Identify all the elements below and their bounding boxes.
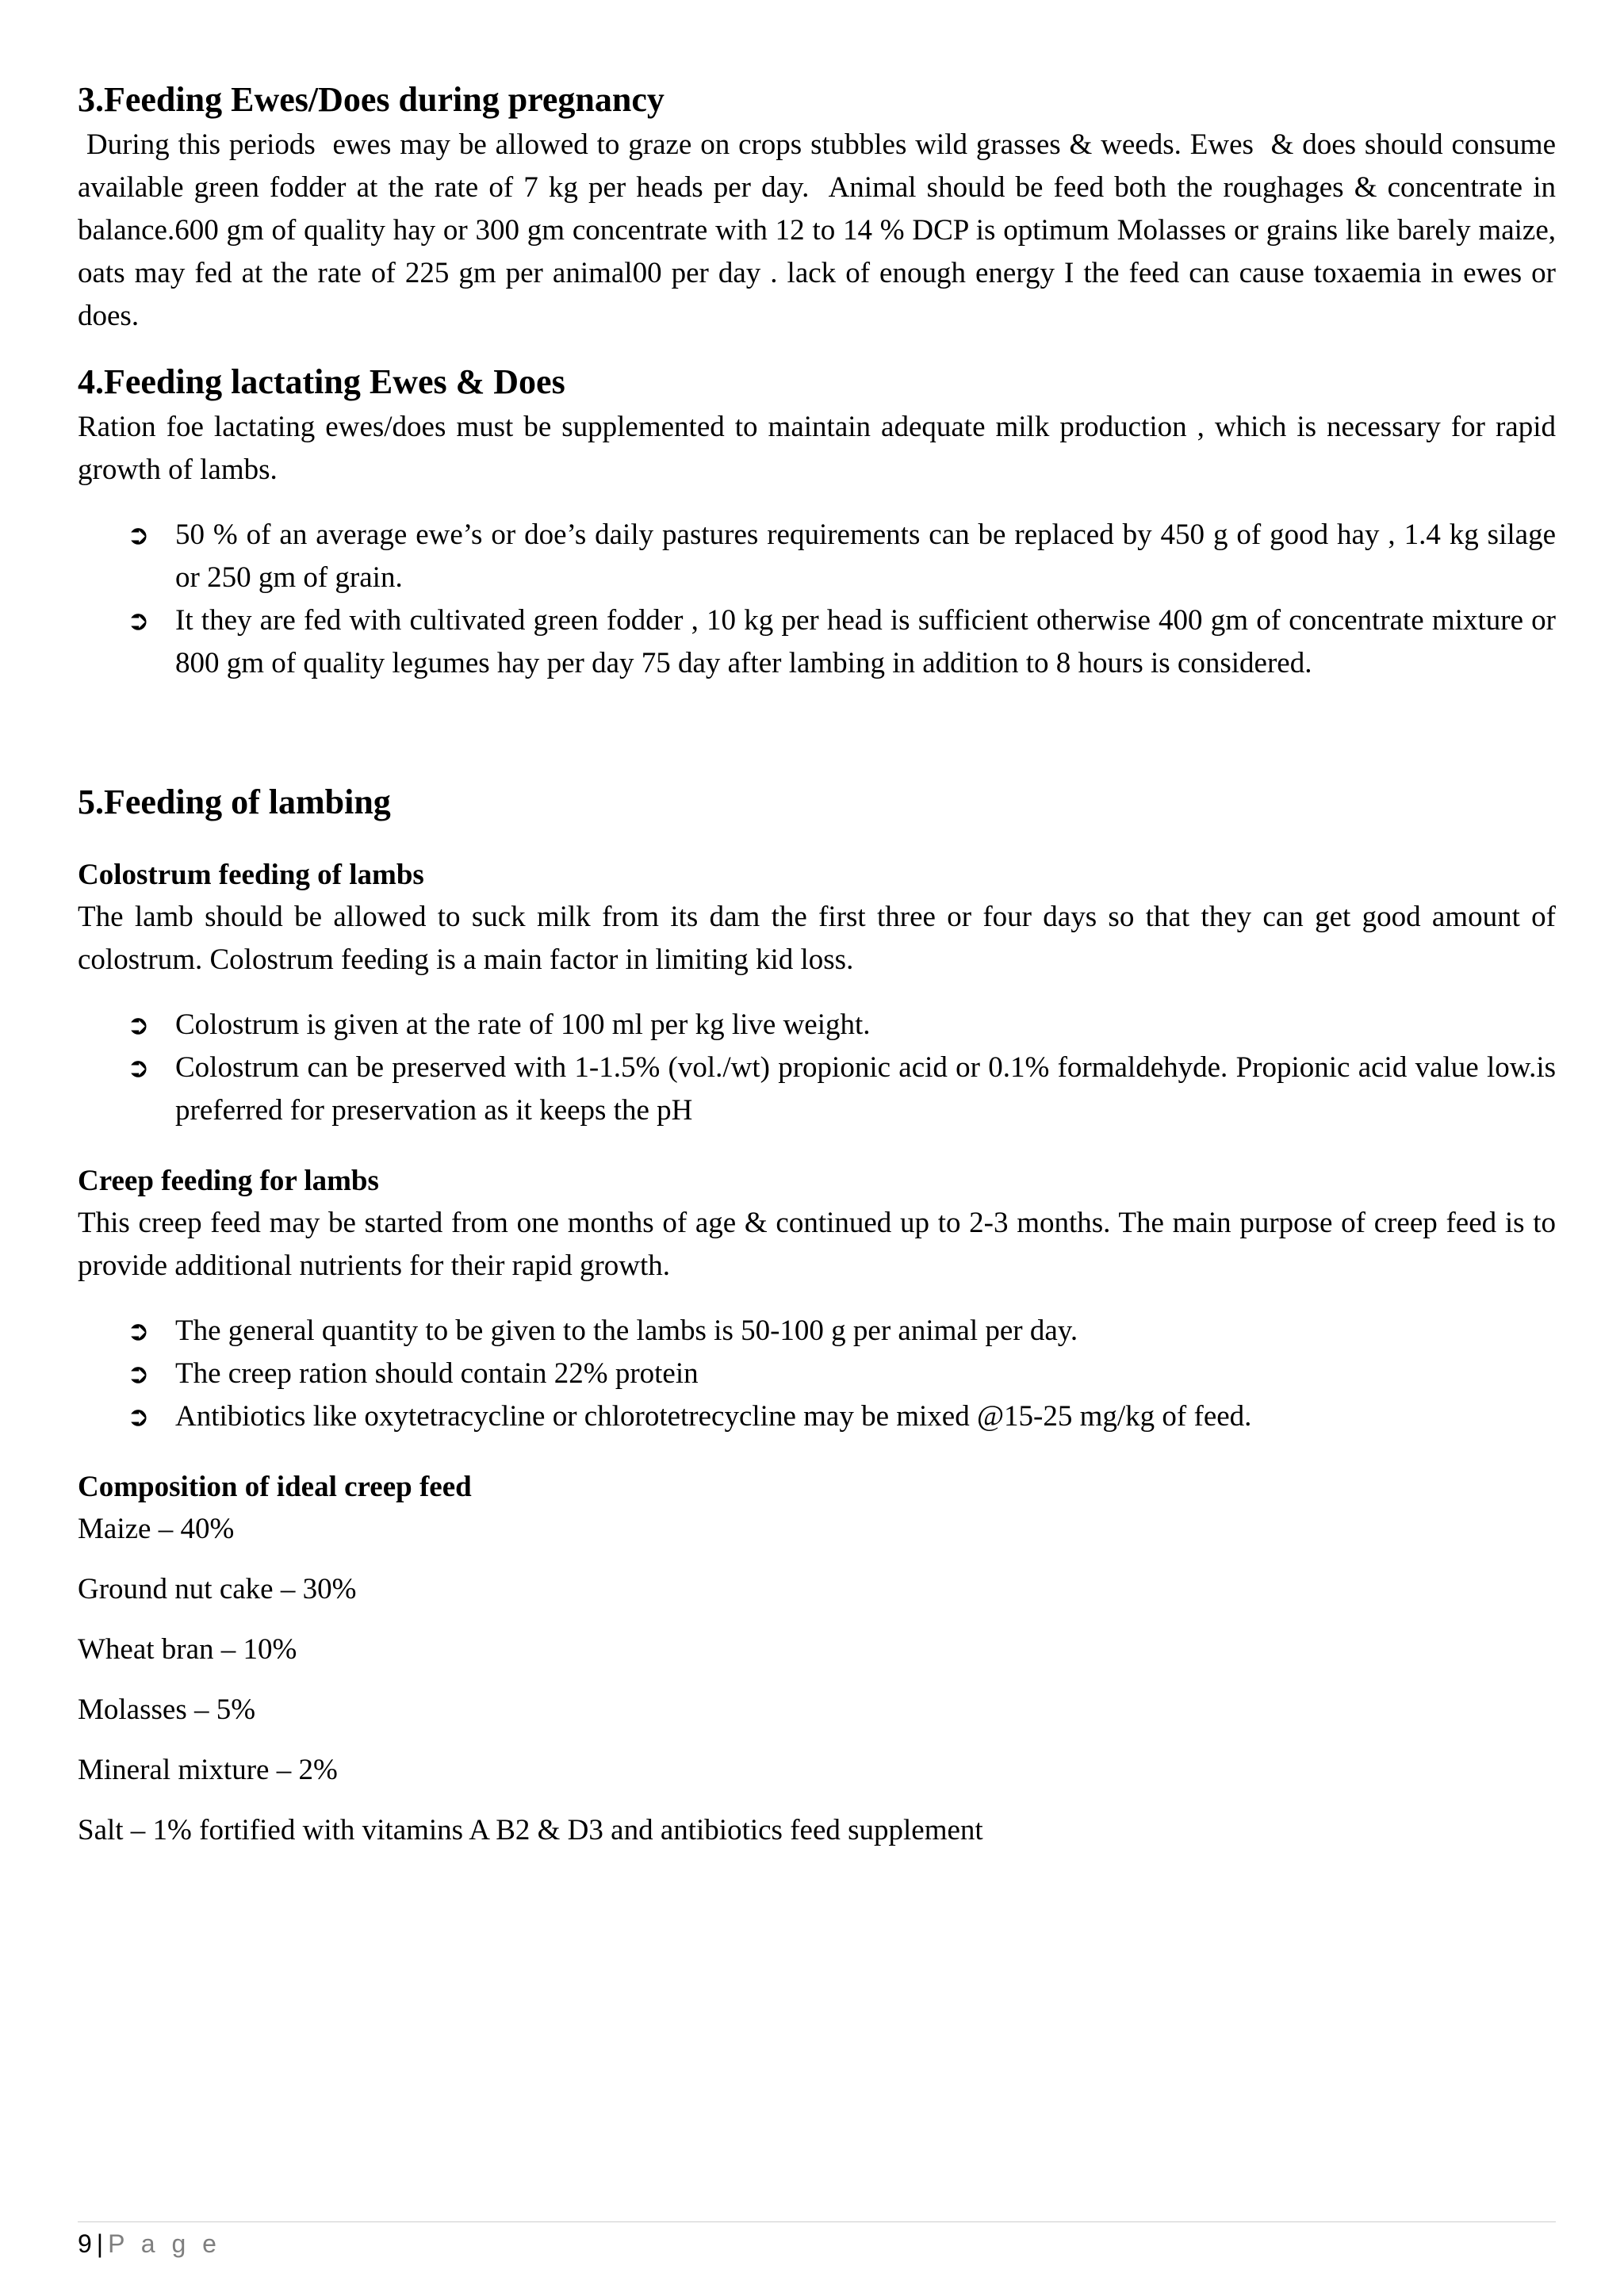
subsection-composition: [78, 1467, 1556, 1852]
section-pregnancy: [78, 76, 1564, 338]
subsection-creep: [78, 1161, 1556, 1438]
subheading-colostrum: Colostrum feeding of lambs: [78, 859, 424, 891]
list-item: ➲ Colostrum is given at the rate of 100 ml per kg live weight.: [78, 1004, 1556, 1047]
composition-item: Ground nut cake – 30%: [78, 1573, 357, 1605]
bullet-list-lactating: [78, 514, 1556, 685]
footer-separator: |: [96, 2229, 104, 2258]
bullet-list-creep: [78, 1310, 1556, 1438]
subheading-creep: Creep feeding for lambs: [78, 1165, 379, 1197]
paragraph-colostrum: The lamb should be allowed to suck milk from its dam the first three or four days so that they can get good amount of colostrum. Colostrum feeding is a main factor in limiting kid loss.: [78, 901, 1556, 976]
arrow-bullet-icon: ➲: [127, 519, 150, 551]
composition-item: Maize – 40%: [78, 1513, 235, 1545]
list-item: ➲ It they are fed with cultivated green fodder , 10 kg per head is sufficient otherwise 400 gm of concentrate mixture or 800 gm of quality legumes hay per day 75 day after lambing in addition to 8 hours is considered.: [78, 599, 1556, 685]
bullet-list-colostrum: [78, 1004, 1556, 1132]
page-label: P a g e: [108, 2229, 221, 2258]
subsection-colostrum: [78, 855, 1556, 1132]
composition-item: Mineral mixture – 2%: [78, 1754, 338, 1786]
arrow-bullet-icon: ➲: [127, 1401, 150, 1433]
list-item: ➲ Antibiotics like oxytetracycline or chlorotetrecycline may be mixed @15-25 mg/kg of feed.: [78, 1395, 1556, 1438]
section-heading-lactating: 4.Feeding lactating Ewes & Does: [78, 362, 565, 401]
list-item: ➲ The general quantity to be given to the lambs is 50-100 g per animal per day.: [78, 1310, 1556, 1353]
list-item: ➲ 50 % of an average ewe’s or doe’s daily pastures requirements can be replaced by 450 g of good hay , 1.4 kg silage or 250 gm of grain.: [78, 514, 1556, 599]
list-item: ➲ Colostrum can be preserved with 1-1.5% (vol./wt) propionic acid or 0.1% formaldehyde. Propionic acid value low.is preferred for preservation as it keeps the pH: [78, 1047, 1556, 1132]
arrow-bullet-icon: ➲: [127, 1358, 150, 1390]
arrow-bullet-icon: ➲: [127, 1009, 150, 1041]
section-lactating: [78, 358, 1556, 685]
page-number: 9: [78, 2229, 92, 2258]
composition-item: Wheat bran – 10%: [78, 1633, 297, 1666]
section-paragraph-lactating: Ration foe lactating ewes/does must be supplemented to maintain adequate milk production , which is necessary for rapid growth of lambs.: [78, 411, 1556, 486]
arrow-bullet-icon: ➲: [127, 1052, 150, 1084]
section-heading-lambing: 5.Feeding of lambing: [78, 783, 391, 821]
arrow-bullet-icon: ➲: [127, 605, 150, 637]
paragraph-creep: This creep feed may be started from one months of age & continued up to 2-3 months. The main purpose of creep feed is to provide additional nutrients for their rapid growth.: [78, 1207, 1556, 1282]
list-item: ➲ The creep ration should contain 22% protein: [78, 1353, 1556, 1395]
arrow-bullet-icon: ➲: [127, 1315, 150, 1347]
section-heading-pregnancy: 3.Feeding Ewes/Does during pregnancy: [78, 80, 665, 119]
subheading-composition: Composition of ideal creep feed: [78, 1471, 472, 1503]
composition-item: Salt – 1% fortified with vitamins A B2 & D3 and antibiotics feed supplement: [78, 1814, 983, 1846]
composition-item: Molasses – 5%: [78, 1693, 256, 1726]
document-page: [78, 76, 1564, 1869]
section-paragraph-pregnancy: During this periods ewes may be allowed to graze on crops stubbles wild grasses & weeds. Ewes & does should consume available green fodder at the rate of 7 kg per heads per day. Animal should be feed both the roughages & concentrate in balance.600 gm of quality hay or 300 gm concentrate with 12 to 14 % DCP is optimum Molasses or grains like barely maize, oats may fed at the rate of 225 gm per animal00 per day . lack of enough energy I the feed can cause toxaemia in ewes or does.: [78, 128, 1564, 332]
page-footer: [78, 2221, 1556, 2260]
section-lambing: [78, 779, 1556, 1852]
